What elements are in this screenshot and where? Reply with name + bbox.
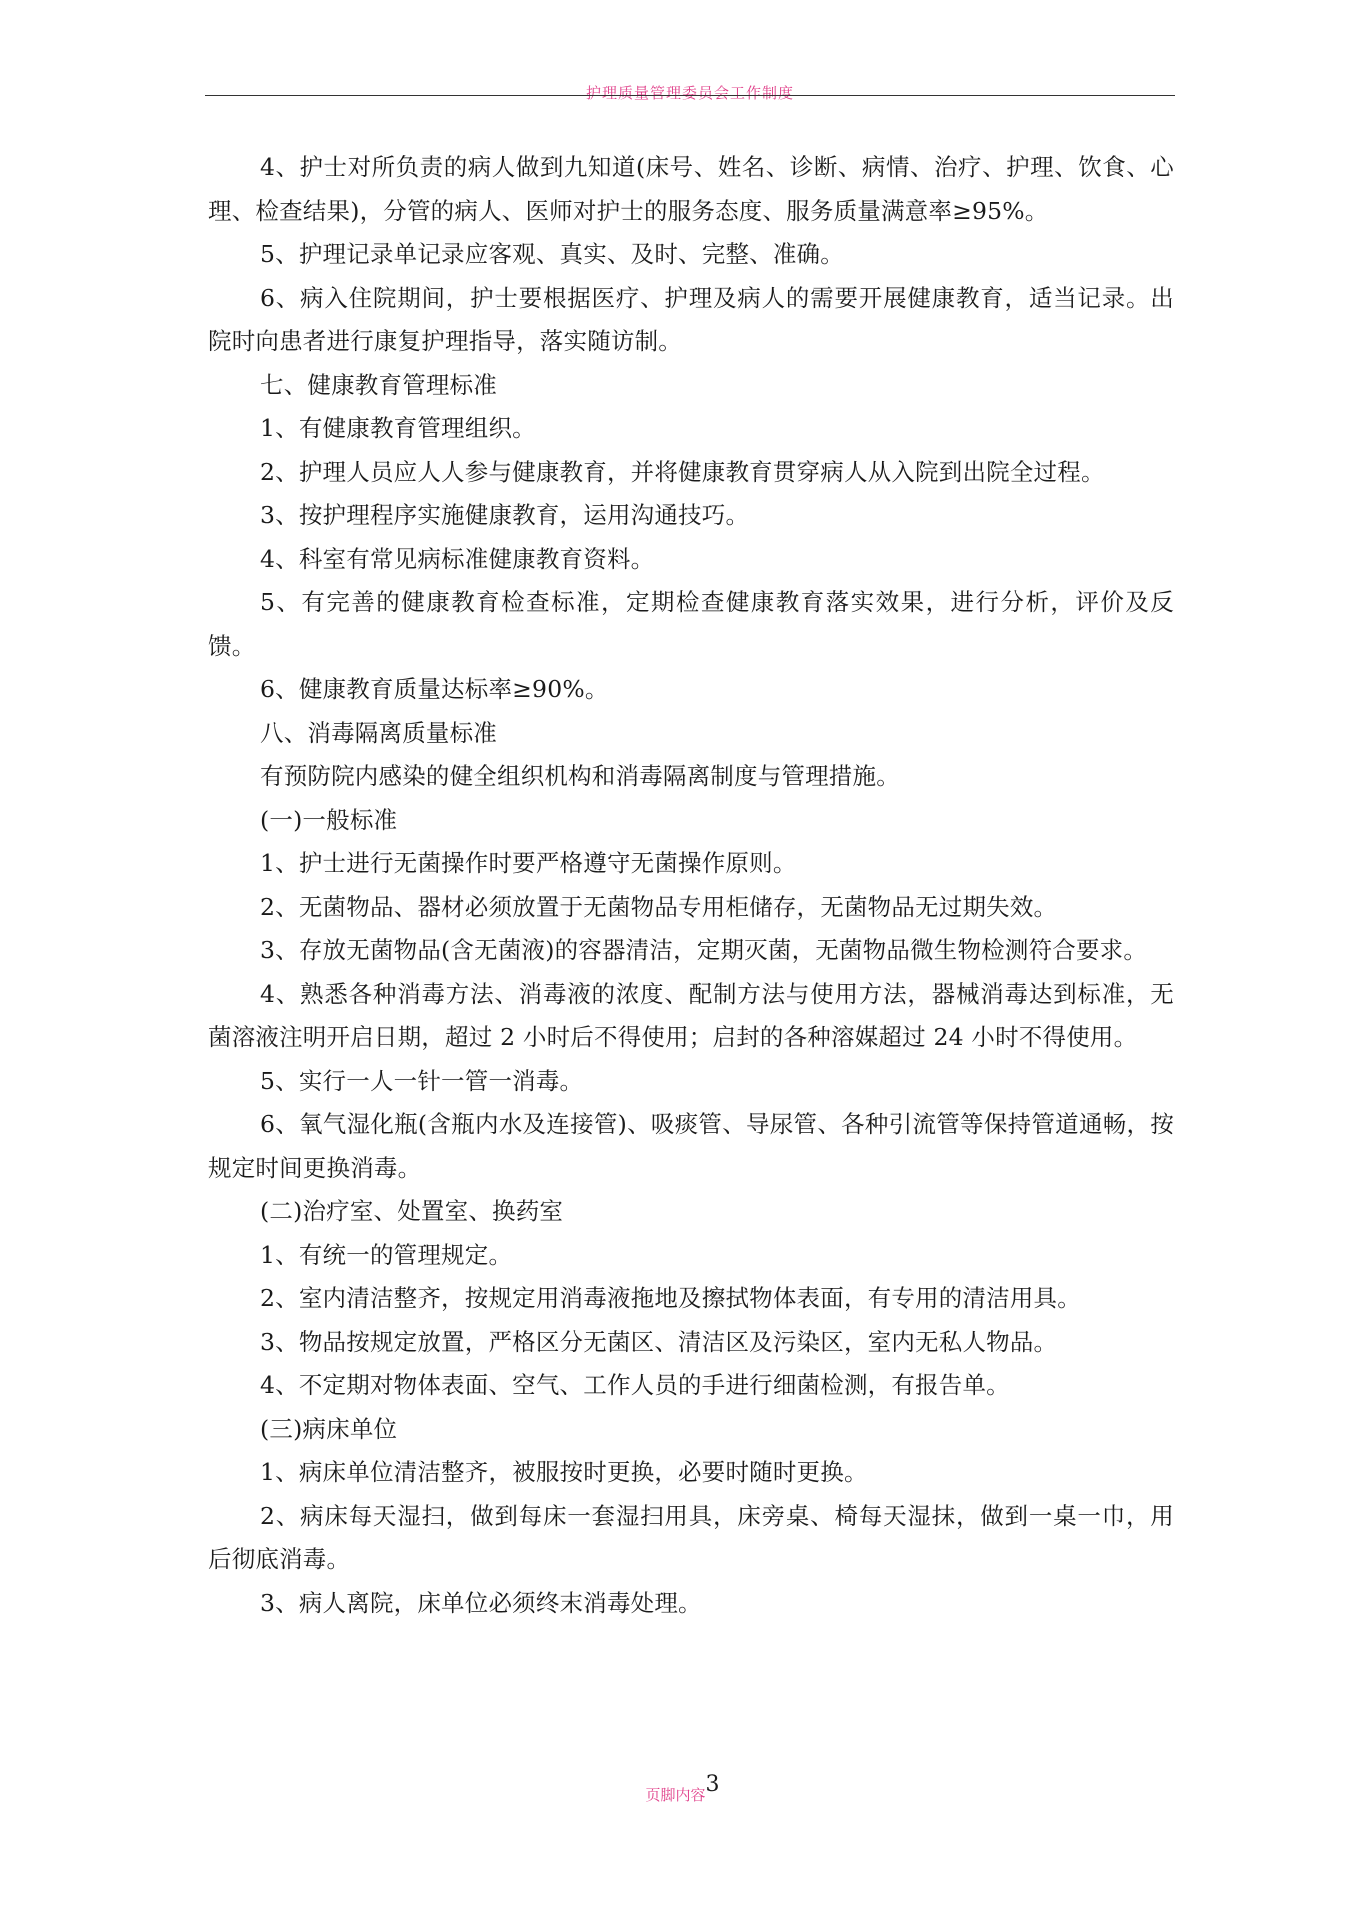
subsection-heading: (二)治疗室、处置室、换药室 xyxy=(260,1197,564,1225)
paragraph: 6、病入住院期间，护士要根据医疗、护理及病人的需要开展健康教育，适当记录。出院时向患者进行康复护理指导，落实随访制。 xyxy=(208,283,1174,355)
paragraph: 2、室内清洁整齐，按规定用消毒液拖地及擦拭物体表面，有专用的清洁用具。 xyxy=(260,1284,1081,1312)
paragraph: 3、病人离院，床单位必须终末消毒处理。 xyxy=(260,1588,702,1617)
paragraph: 4、不定期对物体表面、空气、工作人员的手进行细菌检测，有报告单。 xyxy=(260,1371,1010,1399)
paragraph: 4、科室有常见病标准健康教育资料。 xyxy=(260,544,655,573)
subsection-heading: (一)一般标准 xyxy=(260,805,398,834)
paragraph: 6、健康教育质量达标率≥90%。 xyxy=(260,675,609,703)
paragraph: 2、无菌物品、器材必须放置于无菌物品专用柜储存，无菌物品无过期失效。 xyxy=(260,892,1058,921)
page-footer xyxy=(0,1772,1365,1820)
paragraph: 6、氧气湿化瓶(含瓶内水及连接管)、吸痰管、导尿管、各种引流管等保持管道通畅，按规定时间更换消毒。 xyxy=(208,1110,1174,1182)
paragraph: 1、有统一的管理规定。 xyxy=(260,1240,513,1269)
section-heading: 七、健康教育管理标准 xyxy=(260,370,497,399)
document-body xyxy=(208,146,1174,1625)
paragraph: 1、病床单位清洁整齐，被服按时更换，必要时随时更换。 xyxy=(260,1458,868,1486)
paragraph: 3、按护理程序实施健康教育，运用沟通技巧。 xyxy=(260,501,750,529)
page-header xyxy=(205,80,1175,100)
section-heading: 八、消毒隔离质量标准 xyxy=(260,718,497,747)
paragraph: 1、护士进行无菌操作时要严格遵守无菌操作原则。 xyxy=(260,849,797,877)
paragraph: 5、有完善的健康教育检查标准，定期检查健康教育落实效果，进行分析，评价及反馈。 xyxy=(208,588,1174,660)
paragraph: 4、护士对所负责的病人做到九知道(床号、姓名、诊断、病情、治疗、护理、饮食、心理、检查结果)，分管的病人、医师对护士的服务态度、服务质量满意率≥95%。 xyxy=(208,153,1174,225)
paragraph: 2、病床每天湿扫，做到每床一套湿扫用具，床旁桌、椅每天湿抹，做到一桌一巾，用后彻底消毒。 xyxy=(208,1501,1174,1573)
page-number: 3 xyxy=(705,1772,720,1797)
subsection-heading: (三)病床单位 xyxy=(260,1414,398,1443)
paragraph: 2、护理人员应人人参与健康教育，并将健康教育贯穿病人从入院到出院全过程。 xyxy=(260,457,1105,486)
paragraph: 1、有健康教育管理组织。 xyxy=(260,414,536,442)
paragraph: 5、护理记录单记录应客观、真实、及时、完整、准确。 xyxy=(260,240,844,268)
paragraph: 3、存放无菌物品(含无菌液)的容器清洁，定期灭菌，无菌物品微生物检测符合要求。 xyxy=(260,936,1148,964)
paragraph: 3、物品按规定放置，严格区分无菌区、清洁区及污染区，室内无私人物品。 xyxy=(260,1327,1058,1356)
header-rule xyxy=(205,95,1175,96)
header-title: 护理质量管理委员会工作制度 xyxy=(585,84,794,102)
footer-label: 页脚内容 xyxy=(645,1786,706,1804)
paragraph: 5、实行一人一针一管一消毒。 xyxy=(260,1066,584,1095)
paragraph: 4、熟悉各种消毒方法、消毒液的浓度、配制方法与使用方法，器械消毒达到标准，无菌溶液注明开启日期，超过 2 小时后不得使用；启封的各种溶媒超过 24 小时不得使用。 xyxy=(208,979,1174,1051)
paragraph: 有预防院内感染的健全组织机构和消毒隔离制度与管理措施。 xyxy=(260,762,900,790)
